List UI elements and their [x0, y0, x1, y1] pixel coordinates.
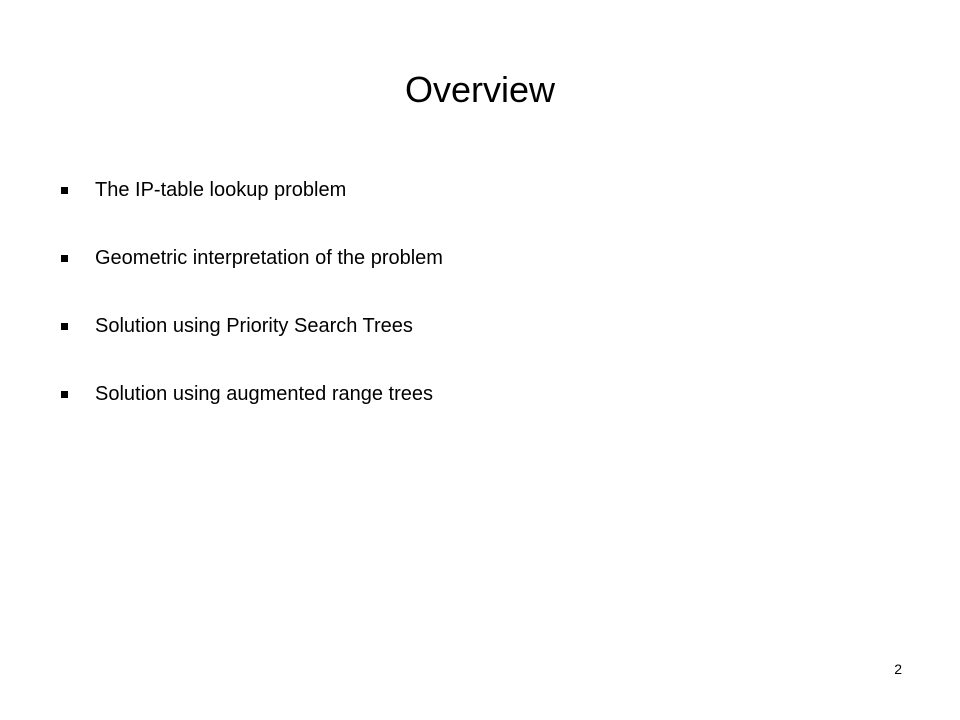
bullet-text: Geometric interpretation of the problem — [95, 247, 443, 269]
square-bullet-icon — [61, 323, 68, 330]
bullet-item — [56, 170, 443, 210]
bullet-item — [56, 374, 443, 414]
bullet-text: Solution using Priority Search Trees — [95, 315, 413, 337]
square-bullet-icon — [61, 187, 68, 194]
bullet-text: The IP-table lookup problem — [95, 179, 347, 201]
square-bullet-icon — [61, 391, 68, 398]
page-number: 2 — [894, 661, 902, 677]
bullet-item — [56, 238, 443, 278]
slide-title: Overview — [404, 69, 556, 110]
bullet-list — [56, 170, 443, 442]
bullet-text: Solution using augmented range trees — [95, 383, 434, 405]
bullet-item — [56, 306, 443, 346]
square-bullet-icon — [61, 255, 68, 262]
